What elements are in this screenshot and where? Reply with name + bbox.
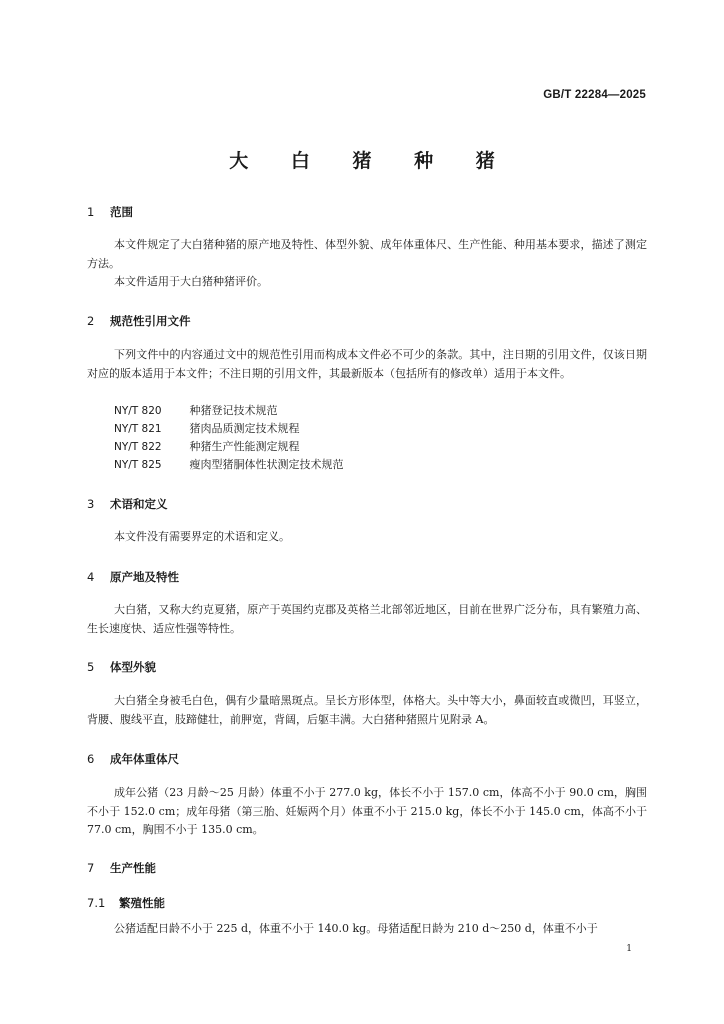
reference-name: 种猪生产性能测定规程 bbox=[189, 440, 300, 453]
reference-code: NY/T 821 bbox=[114, 423, 162, 435]
section-number: 7.1 bbox=[87, 896, 106, 910]
reference-name: 猪肉品质测定技术规程 bbox=[189, 422, 300, 435]
section-heading-3 bbox=[87, 496, 168, 512]
reference-code: NY/T 825 bbox=[114, 459, 162, 471]
paragraph: 大白猪，又称大约克夏猪，原产于英国约克郡及英格兰北部邻近地区，目前在世界广泛分布，具有繁殖力高、生长速度快、适应性强等特性。 bbox=[87, 603, 647, 635]
subsection-heading-7-1 bbox=[87, 895, 165, 911]
reference-item bbox=[114, 402, 278, 421]
section-heading-2 bbox=[87, 313, 191, 329]
reference-item bbox=[114, 438, 300, 457]
section-number: 1 bbox=[87, 205, 95, 219]
paragraph: 本文件规定了大白猪种猪的原产地及特性、体型外貌、成年体重体尺、生产性能、种用基本要求，描述了测定方法。 bbox=[87, 238, 647, 270]
reference-name: 瘦肉型猪胴体性状测定技术规范 bbox=[189, 458, 344, 471]
section-heading-1 bbox=[87, 204, 133, 220]
page-number: 1 bbox=[626, 944, 632, 954]
paragraph: 大白猪全身被毛白色，偶有少量暗黑斑点。呈长方形体型，体格大。头中等大小，鼻面较直或微凹，耳竖立，背腰、腹线平直，肢蹄健壮，前胛宽，背阔，后躯丰满。大白猪种猪照片见附录 A。 bbox=[87, 694, 647, 726]
reference-item bbox=[114, 420, 300, 439]
section-number: 7 bbox=[87, 861, 95, 875]
section-heading-7 bbox=[87, 860, 156, 876]
paragraph: 成年公猪（23 月龄～25 月龄）体重不小于 277.0 kg，体长不小于 157.0 cm，体高不小于 90.0 cm，胸围不小于 152.0 cm；成年母猪（第三胎、妊娠两个月）体重不小于 215.0 kg，体长不小于 145.0 cm，体高不小于 77.0 cm，胸围不小于 135.0 cm。 bbox=[87, 786, 647, 836]
section-heading-4 bbox=[87, 569, 179, 585]
standard-code: GB/T 22284—2025 bbox=[543, 89, 646, 101]
section-title: 范围 bbox=[110, 205, 134, 219]
reference-item bbox=[114, 456, 344, 475]
section-number: 4 bbox=[87, 570, 95, 584]
section-number: 3 bbox=[87, 497, 95, 511]
reference-name: 种猪登记技术规范 bbox=[189, 404, 278, 417]
paragraph: 本文件适用于大白猪种猪评价。 bbox=[114, 275, 268, 288]
section-title: 术语和定义 bbox=[110, 497, 168, 511]
reference-code: NY/T 822 bbox=[114, 441, 162, 453]
page-title: 大 白 猪 种 猪 bbox=[229, 150, 513, 172]
section-title: 原产地及特性 bbox=[110, 570, 180, 584]
section-heading-6 bbox=[87, 751, 179, 767]
section-number: 6 bbox=[87, 752, 95, 766]
section-title: 繁殖性能 bbox=[119, 896, 166, 910]
section-title: 生产性能 bbox=[110, 861, 157, 875]
section-heading-5 bbox=[87, 659, 156, 675]
paragraph: 下列文件中的内容通过文中的规范性引用而构成本文件必不可少的条款。其中，注日期的引用文件，仅该日期对应的版本适用于本文件；不注日期的引用文件，其最新版本（包括所有的修改单）适用于本文件。 bbox=[87, 348, 647, 380]
section-number: 2 bbox=[87, 314, 95, 328]
section-number: 5 bbox=[87, 660, 95, 674]
section-title: 成年体重体尺 bbox=[110, 752, 180, 766]
section-title: 规范性引用文件 bbox=[110, 314, 191, 328]
paragraph: 公猪适配日龄不小于 225 d，体重不小于 140.0 kg。母猪适配日龄为 210 d～250 d，体重不小于 bbox=[114, 922, 598, 935]
section-title: 体型外貌 bbox=[110, 660, 157, 674]
reference-code: NY/T 820 bbox=[114, 405, 162, 417]
paragraph: 本文件没有需要界定的术语和定义。 bbox=[114, 530, 290, 543]
